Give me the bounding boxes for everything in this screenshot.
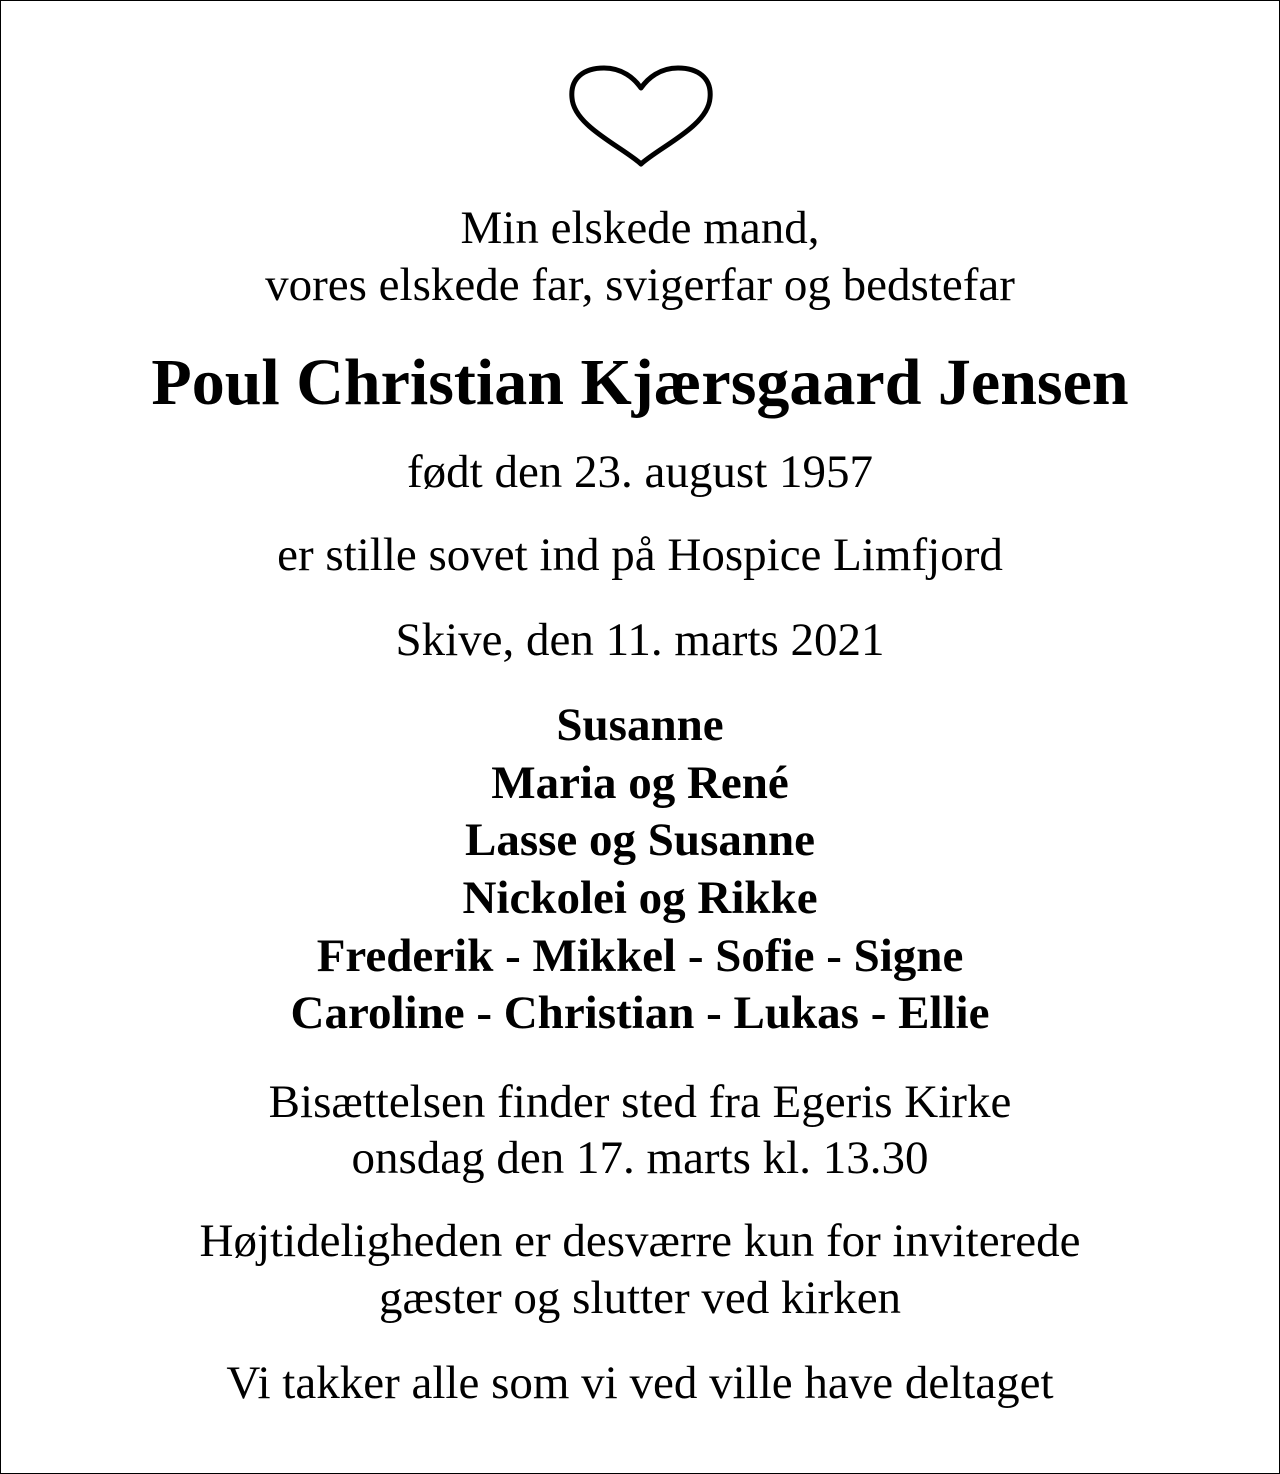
family-line: Frederik - Mikkel - Sofie - Signe [316, 930, 964, 982]
intro-line-1: Min elskede mand, [460, 202, 820, 254]
intro-line-2: vores elskede far, svigerfar og bedstefar [265, 259, 1015, 311]
funeral-line-2: onsdag den 17. marts kl. 13.30 [351, 1132, 929, 1184]
deceased-name: Poul Christian Kjærsgaard Jensen [151, 346, 1129, 419]
passing-text: er stille sovet ind på Hospice Limfjord [277, 529, 1003, 581]
family-line: Nickolei og Rikke [462, 872, 818, 924]
family-line: Susanne [556, 699, 724, 751]
notice-line-1: Højtideligheden er desværre kun for inviterede [199, 1215, 1081, 1267]
birth-date: født den 23. august 1957 [406, 446, 874, 498]
funeral-line-1: Bisættelsen finder sted fra Egeris Kirke [268, 1076, 1012, 1128]
notice-line-2: gæster og slutter ved kirken [378, 1272, 902, 1324]
family-line: Caroline - Christian - Lukas - Ellie [290, 987, 990, 1039]
family-line: Lasse og Susanne [465, 814, 815, 866]
family-line: Maria og René [491, 757, 789, 809]
thanks-text: Vi takker alle som vi ved ville have deltaget [226, 1357, 1054, 1409]
place-date: Skive, den 11. marts 2021 [395, 614, 885, 666]
heart-icon [566, 64, 716, 170]
